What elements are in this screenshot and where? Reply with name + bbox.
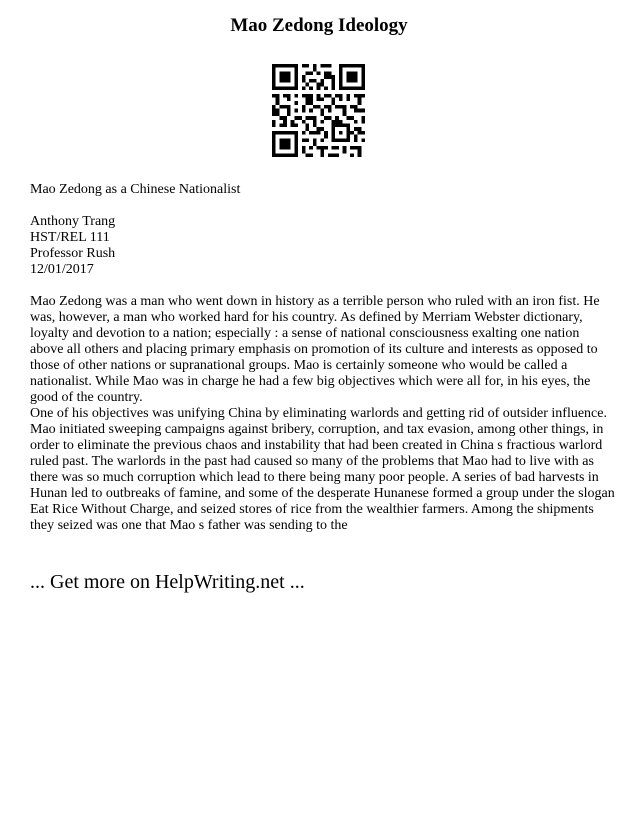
get-more-link[interactable]: ... Get more on HelpWriting.net ... (30, 571, 305, 593)
document-date: 12/01/2017 (30, 262, 94, 277)
spacer (30, 278, 615, 294)
course-code: HST/REL 111 (30, 230, 110, 245)
instructor-name: Professor Rush (30, 246, 116, 261)
document-title: Mao Zedong Ideology (230, 15, 408, 36)
author-name: Anthony Trang (30, 214, 116, 229)
body-paragraph-1: Mao Zedong was a man who went down in history as a terrible person who ruled with an iron fist. He was, however, a man who worked hard for his country. As defined by Merriam Webster dictionary, loyalty and devotion to a nation; especially : a sense of national consciousness exalting one nation above all others and placing primary emphasis on promotion of its culture and interests as opposed to those of other nations or supranational groups. Mao is certainly someone who would be called a nationalist. While Mao was in charge he had a few big objectives which were all for, in his eyes, the good of the country. (30, 294, 600, 405)
document-subtitle: Mao Zedong as a Chinese Nationalist (30, 182, 241, 197)
qr-code-icon (272, 64, 365, 157)
spacer (30, 198, 615, 214)
document-body (30, 182, 615, 534)
body-paragraph-2: One of his objectives was unifying China by eliminating warlords and getting rid of outsider influence. Mao initiated sweeping campaigns against bribery, corruption, and tax evasion, among other things, in order to eliminate the previous chaos and instability that had been created in China s fractious warlord ruled past. The warlords in the past had caused so many of the problems that Mao had to live with as there was so much corruption which lead to there being many poor people. A series of bad harvests in Hunan led to outbreaks of famine, and some of the desperate Hunanese formed a group under the slogan Eat Rice Without Charge, and seized stores of rice from the wealthier farmers. Among the shipments they seized was one that Mao s father was sending to the (30, 406, 615, 533)
